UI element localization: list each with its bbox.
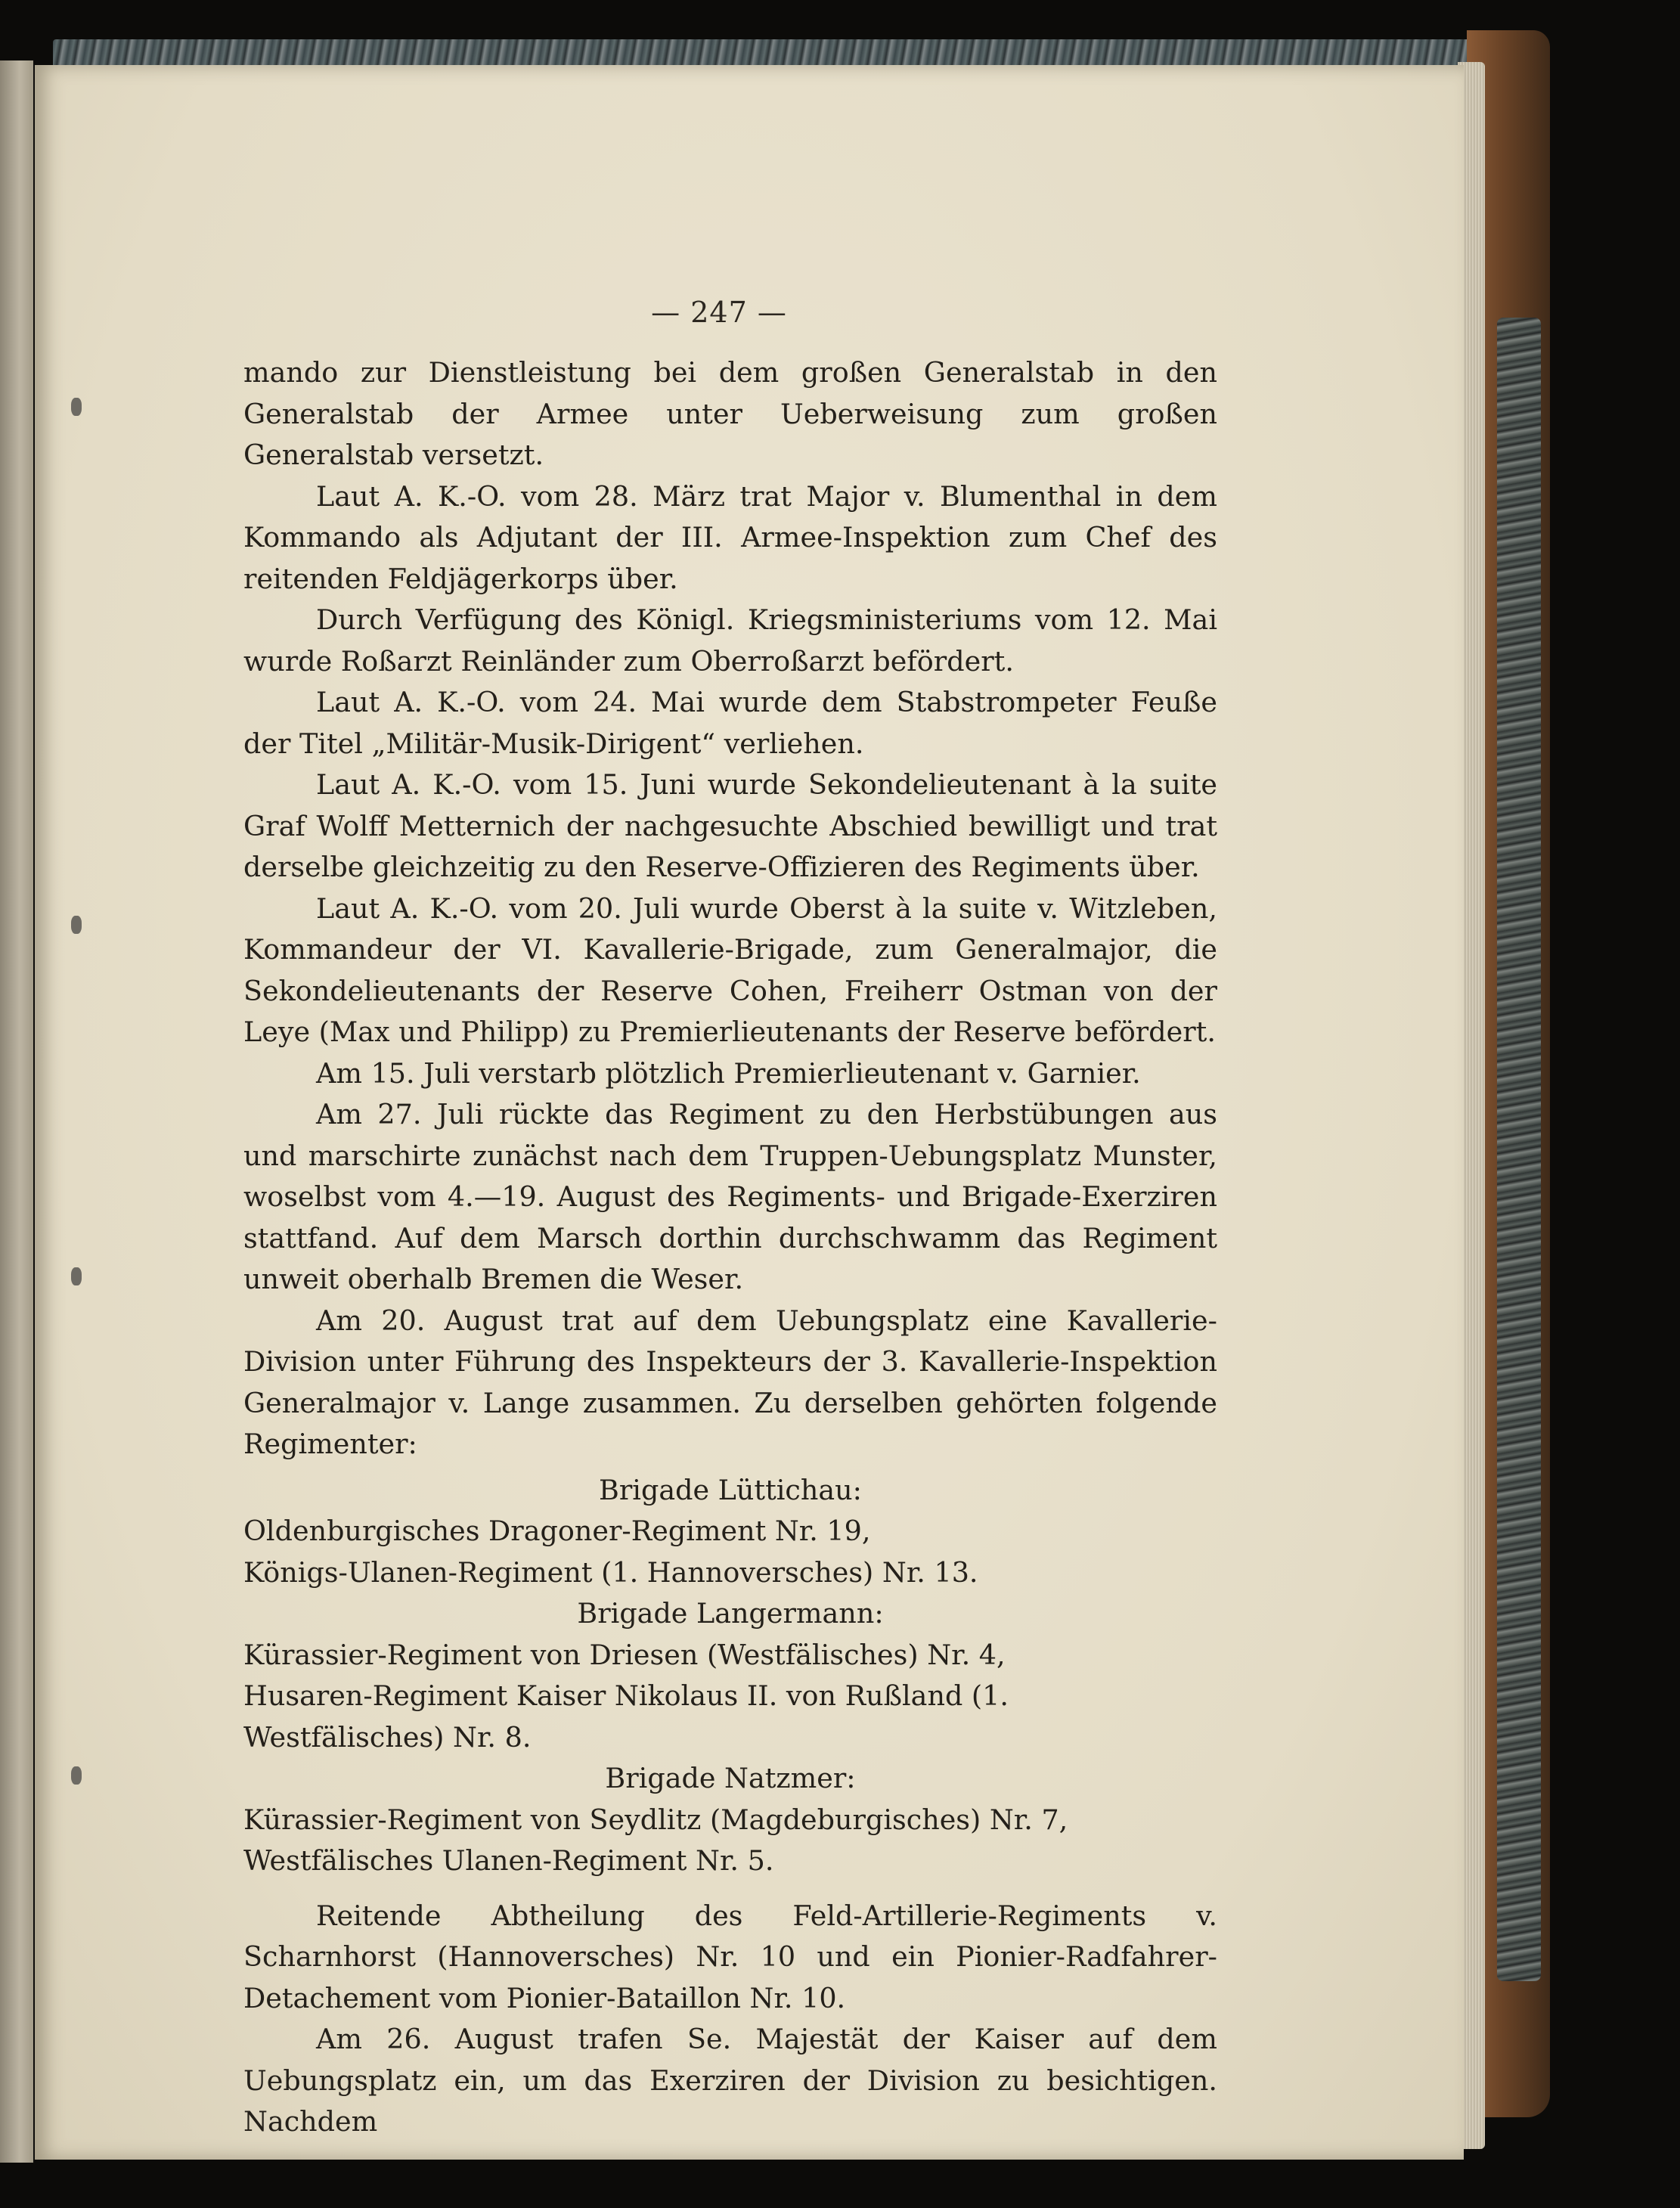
brigade-heading: Brigade Langermann: [577,1597,884,1630]
paragraph: Laut A. K.-O. vom 24. Mai wurde dem Stabstrompeter Feuße der Titel „Militär-Musik-Dirigent“ verliehen. [243,686,1217,760]
page-text [243,352,1217,2143]
paragraph: mando zur Dienstleistung bei dem großen Generalstab in den Generalstab der Armee unter Ueberweisung zum großen Generalstab versetzt. [243,356,1217,471]
paragraph: Am 26. August trafen Se. Majestät der Kaiser auf dem Uebungsplatz ein, um das Exerziren der Division zu besichtigen. Nachdem [243,2023,1217,2138]
paragraph: Laut A. K.-O. vom 28. März trat Major v. Blumenthal in dem Kommando als Adjutant der III. Armee-Inspektion zum Chef des reitenden Feldjägerkorps über. [243,479,1217,595]
sewing-mark [71,916,82,934]
paragraph: Am 27. Juli rückte das Regiment zu den Herbstübungen aus und marschirte zunächst nach dem Truppen-Uebungsplatz Munster, woselbst vom 4.—19. August des Regiments- und Brigade-Exerziren stattfand. Auf dem Marsch dorthin durchschwamm das Regiment unweit oberhalb Bremen die Weser. [243,1098,1217,1295]
regiment-line: Kürassier-Regiment von Seydlitz (Magdeburgisches) Nr. 7, [243,1803,1068,1836]
sewing-mark [71,398,82,416]
regiment-line: Kürassier-Regiment von Driesen (Westfälisches) Nr. 4, [243,1638,1006,1671]
brigade-list [243,1470,1217,1882]
book-page [35,65,1464,2160]
sewing-mark [71,1267,82,1285]
regiment-line: Königs-Ulanen-Regiment (1. Hannoversches) Nr. 13. [243,1555,978,1589]
paragraph: Am 15. Juli verstarb plötzlich Premierlieutenant v. Garnier. [316,1056,1141,1090]
paragraph: Am 20. August trat auf dem Uebungsplatz eine Kavallerie-Division unter Führung des Inspekteurs der 3. Kavallerie-Inspektion Generalmajor v. Lange zusammen. Zu derselben gehörten folgende Regimenter: [243,1304,1217,1460]
paragraph: Durch Verfügung des Königl. Kriegsministeriums vom 12. Mai wurde Roßarzt Reinländer zum Oberroßarzt befördert. [243,603,1217,678]
previous-page-sliver [0,60,33,2163]
brigade-heading: Brigade Natzmer: [605,1762,856,1794]
paragraph: Laut A. K.-O. vom 20. Juli wurde Oberst à la suite v. Witzleben, Kommandeur der VI. Kavallerie-Brigade, zum Generalmajor, die Sekondelieutenants der Reserve Cohen, Freiherr Ostman von der Leye (Max und Philipp) zu Premierlieutenants der Reserve befördert. [243,892,1217,1048]
sewing-mark [71,1766,82,1785]
paragraph: Laut A. K.-O. vom 15. Juni wurde Sekondelieutenant à la suite Graf Wolff Metternich der nachgesuchte Abschied bewilligt und trat derselbe gleichzeitig zu den Reserve-Offizieren des Regiments über. [243,768,1217,883]
regiment-line: Husaren-Regiment Kaiser Nikolaus II. von Rußland (1. Westfälisches) Nr. 8. [243,1679,1009,1754]
regiment-line: Oldenburgisches Dragoner-Regiment Nr. 19, [243,1515,871,1547]
marbled-cover-pattern [1497,318,1541,1981]
page-number: — 247 — [651,296,787,329]
brigade-heading: Brigade Lüttichau: [599,1473,862,1506]
paragraph: Reitende Abtheilung des Feld-Artillerie-Regiments v. Scharnhorst (Hannoversches) Nr. 10 und ein Pionier-Radfahrer-Detachement vom Pionier-Bataillon Nr. 10. [243,1899,1217,2014]
regiment-line: Westfälisches Ulanen-Regiment Nr. 5. [243,1844,774,1877]
